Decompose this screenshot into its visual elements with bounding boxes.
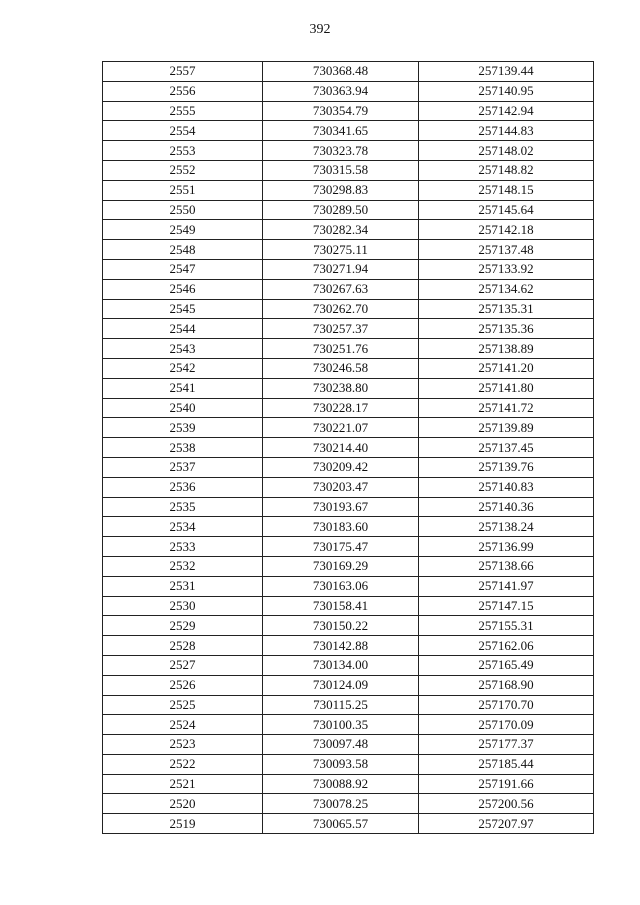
x-coordinate-cell: 730088.92 bbox=[263, 774, 419, 794]
table-row bbox=[103, 636, 594, 656]
point-number-cell: 2555 bbox=[103, 101, 263, 121]
y-coordinate-cell: 257170.70 bbox=[419, 695, 594, 715]
table-row bbox=[103, 517, 594, 537]
x-coordinate-cell: 730100.35 bbox=[263, 715, 419, 735]
x-coordinate-cell: 730315.58 bbox=[263, 160, 419, 180]
y-coordinate-cell: 257162.06 bbox=[419, 636, 594, 656]
table-row bbox=[103, 655, 594, 675]
page-number: 392 bbox=[309, 22, 331, 37]
table-row bbox=[103, 477, 594, 497]
table-row bbox=[103, 438, 594, 458]
x-coordinate-cell: 730238.80 bbox=[263, 378, 419, 398]
y-coordinate-cell: 257138.24 bbox=[419, 517, 594, 537]
y-coordinate-cell: 257168.90 bbox=[419, 675, 594, 695]
table-row bbox=[103, 259, 594, 279]
table-row bbox=[103, 735, 594, 755]
table-row bbox=[103, 358, 594, 378]
point-number-cell: 2541 bbox=[103, 378, 263, 398]
x-coordinate-cell: 730124.09 bbox=[263, 675, 419, 695]
point-number-cell: 2530 bbox=[103, 596, 263, 616]
table-row bbox=[103, 339, 594, 359]
x-coordinate-cell: 730257.37 bbox=[263, 319, 419, 339]
y-coordinate-cell: 257134.62 bbox=[419, 279, 594, 299]
table-row bbox=[103, 378, 594, 398]
y-coordinate-cell: 257140.83 bbox=[419, 477, 594, 497]
table-row bbox=[103, 398, 594, 418]
y-coordinate-cell: 257139.44 bbox=[419, 62, 594, 82]
y-coordinate-cell: 257148.15 bbox=[419, 180, 594, 200]
x-coordinate-cell: 730193.67 bbox=[263, 497, 419, 517]
x-coordinate-cell: 730251.76 bbox=[263, 339, 419, 359]
table-row bbox=[103, 497, 594, 517]
x-coordinate-cell: 730209.42 bbox=[263, 457, 419, 477]
point-number-cell: 2550 bbox=[103, 200, 263, 220]
x-coordinate-cell: 730271.94 bbox=[263, 259, 419, 279]
x-coordinate-cell: 730368.48 bbox=[263, 62, 419, 82]
point-number-cell: 2556 bbox=[103, 81, 263, 101]
x-coordinate-cell: 730363.94 bbox=[263, 81, 419, 101]
y-coordinate-cell: 257200.56 bbox=[419, 794, 594, 814]
table-row bbox=[103, 160, 594, 180]
x-coordinate-cell: 730282.34 bbox=[263, 220, 419, 240]
point-number-cell: 2533 bbox=[103, 537, 263, 557]
y-coordinate-cell: 257135.31 bbox=[419, 299, 594, 319]
point-number-cell: 2545 bbox=[103, 299, 263, 319]
x-coordinate-cell: 730093.58 bbox=[263, 754, 419, 774]
table-row bbox=[103, 715, 594, 735]
point-number-cell: 2522 bbox=[103, 754, 263, 774]
y-coordinate-cell: 257191.66 bbox=[419, 774, 594, 794]
point-number-cell: 2525 bbox=[103, 695, 263, 715]
table-row bbox=[103, 121, 594, 141]
table-row bbox=[103, 754, 594, 774]
point-number-cell: 2546 bbox=[103, 279, 263, 299]
y-coordinate-cell: 257207.97 bbox=[419, 814, 594, 834]
coordinates-table-body bbox=[103, 62, 594, 834]
x-coordinate-cell: 730275.11 bbox=[263, 240, 419, 260]
coordinates-table bbox=[102, 61, 594, 834]
x-coordinate-cell: 730267.63 bbox=[263, 279, 419, 299]
x-coordinate-cell: 730246.58 bbox=[263, 358, 419, 378]
y-coordinate-cell: 257133.92 bbox=[419, 259, 594, 279]
point-number-cell: 2535 bbox=[103, 497, 263, 517]
point-number-cell: 2547 bbox=[103, 259, 263, 279]
table-row bbox=[103, 794, 594, 814]
y-coordinate-cell: 257139.76 bbox=[419, 457, 594, 477]
point-number-cell: 2543 bbox=[103, 339, 263, 359]
y-coordinate-cell: 257177.37 bbox=[419, 735, 594, 755]
x-coordinate-cell: 730142.88 bbox=[263, 636, 419, 656]
table-row bbox=[103, 596, 594, 616]
y-coordinate-cell: 257138.89 bbox=[419, 339, 594, 359]
table-row bbox=[103, 81, 594, 101]
table-row bbox=[103, 200, 594, 220]
table-row bbox=[103, 180, 594, 200]
point-number-cell: 2521 bbox=[103, 774, 263, 794]
x-coordinate-cell: 730221.07 bbox=[263, 418, 419, 438]
point-number-cell: 2524 bbox=[103, 715, 263, 735]
point-number-cell: 2551 bbox=[103, 180, 263, 200]
point-number-cell: 2542 bbox=[103, 358, 263, 378]
point-number-cell: 2529 bbox=[103, 616, 263, 636]
table-row bbox=[103, 101, 594, 121]
table-row bbox=[103, 576, 594, 596]
y-coordinate-cell: 257148.02 bbox=[419, 141, 594, 161]
table-row bbox=[103, 774, 594, 794]
point-number-cell: 2549 bbox=[103, 220, 263, 240]
y-coordinate-cell: 257140.36 bbox=[419, 497, 594, 517]
x-coordinate-cell: 730134.00 bbox=[263, 655, 419, 675]
point-number-cell: 2536 bbox=[103, 477, 263, 497]
y-coordinate-cell: 257155.31 bbox=[419, 616, 594, 636]
y-coordinate-cell: 257165.49 bbox=[419, 655, 594, 675]
x-coordinate-cell: 730169.29 bbox=[263, 556, 419, 576]
point-number-cell: 2537 bbox=[103, 457, 263, 477]
table-row bbox=[103, 141, 594, 161]
y-coordinate-cell: 257141.20 bbox=[419, 358, 594, 378]
y-coordinate-cell: 257145.64 bbox=[419, 200, 594, 220]
y-coordinate-cell: 257138.66 bbox=[419, 556, 594, 576]
table-row bbox=[103, 814, 594, 834]
table-row bbox=[103, 457, 594, 477]
point-number-cell: 2532 bbox=[103, 556, 263, 576]
point-number-cell: 2544 bbox=[103, 319, 263, 339]
table-row bbox=[103, 418, 594, 438]
x-coordinate-cell: 730341.65 bbox=[263, 121, 419, 141]
table-row bbox=[103, 675, 594, 695]
point-number-cell: 2539 bbox=[103, 418, 263, 438]
point-number-cell: 2528 bbox=[103, 636, 263, 656]
y-coordinate-cell: 257135.36 bbox=[419, 319, 594, 339]
point-number-cell: 2534 bbox=[103, 517, 263, 537]
point-number-cell: 2531 bbox=[103, 576, 263, 596]
x-coordinate-cell: 730262.70 bbox=[263, 299, 419, 319]
x-coordinate-cell: 730115.25 bbox=[263, 695, 419, 715]
y-coordinate-cell: 257170.09 bbox=[419, 715, 594, 735]
point-number-cell: 2519 bbox=[103, 814, 263, 834]
x-coordinate-cell: 730175.47 bbox=[263, 537, 419, 557]
y-coordinate-cell: 257185.44 bbox=[419, 754, 594, 774]
point-number-cell: 2553 bbox=[103, 141, 263, 161]
y-coordinate-cell: 257137.48 bbox=[419, 240, 594, 260]
point-number-cell: 2540 bbox=[103, 398, 263, 418]
y-coordinate-cell: 257147.15 bbox=[419, 596, 594, 616]
y-coordinate-cell: 257141.97 bbox=[419, 576, 594, 596]
table-row bbox=[103, 319, 594, 339]
x-coordinate-cell: 730214.40 bbox=[263, 438, 419, 458]
x-coordinate-cell: 730298.83 bbox=[263, 180, 419, 200]
point-number-cell: 2557 bbox=[103, 62, 263, 82]
table-row bbox=[103, 240, 594, 260]
y-coordinate-cell: 257141.72 bbox=[419, 398, 594, 418]
table-row bbox=[103, 279, 594, 299]
x-coordinate-cell: 730158.41 bbox=[263, 596, 419, 616]
x-coordinate-cell: 730289.50 bbox=[263, 200, 419, 220]
point-number-cell: 2538 bbox=[103, 438, 263, 458]
x-coordinate-cell: 730163.06 bbox=[263, 576, 419, 596]
x-coordinate-cell: 730203.47 bbox=[263, 477, 419, 497]
point-number-cell: 2554 bbox=[103, 121, 263, 141]
table-row bbox=[103, 62, 594, 82]
x-coordinate-cell: 730065.57 bbox=[263, 814, 419, 834]
y-coordinate-cell: 257142.18 bbox=[419, 220, 594, 240]
point-number-cell: 2526 bbox=[103, 675, 263, 695]
x-coordinate-cell: 730323.78 bbox=[263, 141, 419, 161]
table-row bbox=[103, 537, 594, 557]
table-row bbox=[103, 556, 594, 576]
x-coordinate-cell: 730183.60 bbox=[263, 517, 419, 537]
x-coordinate-cell: 730097.48 bbox=[263, 735, 419, 755]
y-coordinate-cell: 257136.99 bbox=[419, 537, 594, 557]
y-coordinate-cell: 257137.45 bbox=[419, 438, 594, 458]
table-row bbox=[103, 616, 594, 636]
point-number-cell: 2523 bbox=[103, 735, 263, 755]
point-number-cell: 2527 bbox=[103, 655, 263, 675]
y-coordinate-cell: 257140.95 bbox=[419, 81, 594, 101]
point-number-cell: 2520 bbox=[103, 794, 263, 814]
y-coordinate-cell: 257141.80 bbox=[419, 378, 594, 398]
x-coordinate-cell: 730078.25 bbox=[263, 794, 419, 814]
y-coordinate-cell: 257142.94 bbox=[419, 101, 594, 121]
table-row bbox=[103, 220, 594, 240]
y-coordinate-cell: 257144.83 bbox=[419, 121, 594, 141]
x-coordinate-cell: 730150.22 bbox=[263, 616, 419, 636]
table-row bbox=[103, 299, 594, 319]
y-coordinate-cell: 257148.82 bbox=[419, 160, 594, 180]
y-coordinate-cell: 257139.89 bbox=[419, 418, 594, 438]
point-number-cell: 2552 bbox=[103, 160, 263, 180]
x-coordinate-cell: 730354.79 bbox=[263, 101, 419, 121]
x-coordinate-cell: 730228.17 bbox=[263, 398, 419, 418]
point-number-cell: 2548 bbox=[103, 240, 263, 260]
table-row bbox=[103, 695, 594, 715]
